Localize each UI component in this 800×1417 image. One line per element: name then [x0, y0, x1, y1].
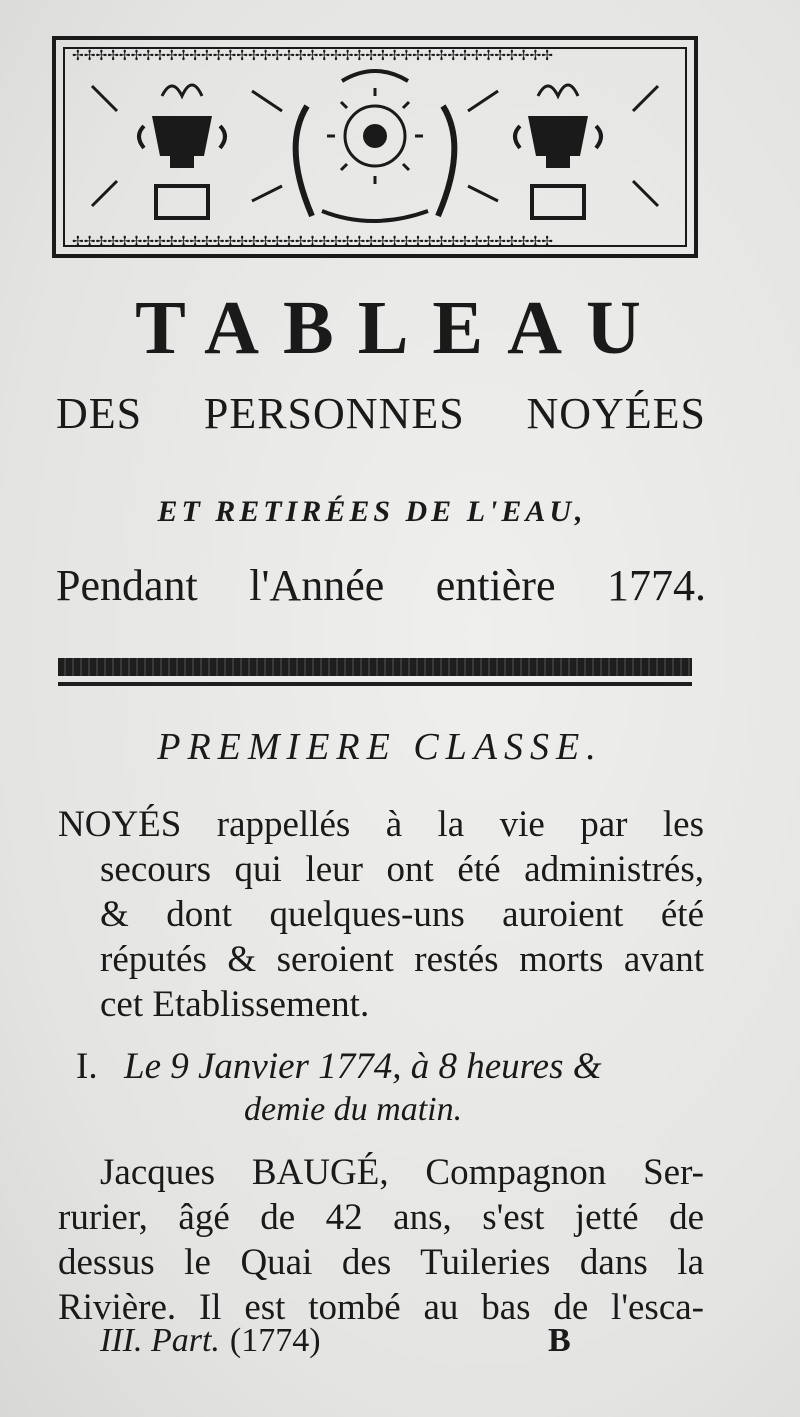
signature-mark: B: [548, 1322, 571, 1359]
date-line: Pendant l'Année entière 1774.: [56, 561, 706, 610]
entry-time: demie du matin.: [244, 1091, 463, 1128]
page-footer: [100, 1322, 600, 1360]
page-title: TABLEAU: [135, 286, 665, 370]
divider-thick: [58, 658, 692, 676]
urn-icon-right: [515, 85, 658, 218]
footer-year: (1774): [229, 1322, 321, 1359]
subtitle: DES PERSONNES NOYÉES: [56, 389, 706, 438]
urn-icon-left: [92, 85, 225, 218]
text-line: & dont quelques-uns auroient été: [100, 894, 704, 935]
text-line: secours qui leur ont été administrés,: [100, 849, 704, 890]
text-line: NOYÉS rappellés à la vie par les: [58, 804, 704, 845]
text-line: réputés & seroient restés morts avant: [100, 939, 704, 980]
section-heading: PREMIERE CLASSE.: [157, 726, 603, 768]
ornamental-headpiece: [52, 36, 698, 258]
text-line: cet Etablissement.: [100, 984, 370, 1025]
text-line: Jacques BAUGÉ, Compagnon Ser-: [100, 1152, 704, 1193]
divider-thin: [58, 682, 692, 686]
text-line: rurier, âgé de 42 ans, s'est jetté de: [58, 1197, 704, 1238]
entry-date: Le 9 Janvier 1774, à 8 heures &: [124, 1046, 602, 1087]
text-line: Rivière. Il est tombé au bas de l'esca-: [58, 1287, 704, 1328]
class-description: [58, 802, 704, 1027]
part-label: III. Part.: [100, 1322, 220, 1359]
subtitle-italic: ET RETIRÉES DE L'EAU,: [157, 495, 587, 528]
sun-face-medallion-icon: [252, 71, 498, 221]
svg-text:✢✢✢✢✢✢✢✢✢✢✢✢✢✢✢✢✢✢✢✢✢✢✢✢✢✢✢✢✢✢: ✢✢✢✢✢✢✢✢✢✢✢✢✢✢✢✢✢✢✢✢✢✢✢✢✢✢✢✢✢✢✢✢✢✢✢✢✢✢✢✢✢: [72, 48, 553, 64]
entry-text: [58, 1150, 704, 1330]
svg-text:✢✢✢✢✢✢✢✢✢✢✢✢✢✢✢✢✢✢✢✢✢✢✢✢✢✢✢✢✢✢: ✢✢✢✢✢✢✢✢✢✢✢✢✢✢✢✢✢✢✢✢✢✢✢✢✢✢✢✢✢✢✢✢✢✢✢✢✢✢✢✢✢: [72, 234, 553, 250]
entry-number: I.: [76, 1046, 98, 1087]
text-line: dessus le Quai des Tuileries dans la: [58, 1242, 704, 1283]
